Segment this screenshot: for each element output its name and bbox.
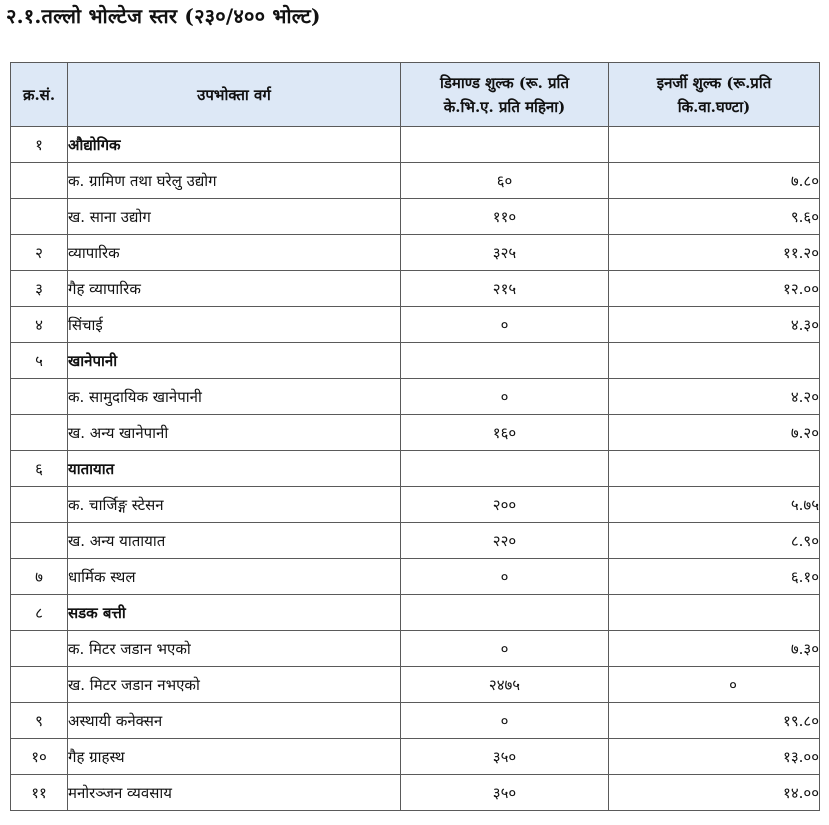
cell-sn: [11, 631, 68, 667]
cell-sn: [11, 667, 68, 703]
cell-category: सिंचाई: [68, 307, 401, 343]
cell-sn: ४: [11, 307, 68, 343]
cell-sn: [11, 487, 68, 523]
cell-category: औद्योगिक: [68, 127, 401, 163]
page-title: २.१.तल्लो भोल्टेज स्तर (२३०/४०० भोल्ट): [6, 4, 321, 28]
cell-sn: [11, 163, 68, 199]
cell-energy-charge: ४.३०: [609, 307, 820, 343]
cell-demand-charge: ३२५: [401, 235, 609, 271]
cell-energy-charge: ४.२०: [609, 379, 820, 415]
cell-sn: ३: [11, 271, 68, 307]
cell-category: क. चार्जिङ्ग स्टेसन: [68, 487, 401, 523]
cell-demand-charge: ०: [401, 703, 609, 739]
cell-category: ख. अन्य खानेपानी: [68, 415, 401, 451]
cell-category: क. सामुदायिक खानेपानी: [68, 379, 401, 415]
table-row: [11, 523, 820, 559]
table-row: [11, 559, 820, 595]
cell-energy-charge: ११.२०: [609, 235, 820, 271]
cell-sn: १०: [11, 739, 68, 775]
cell-demand-charge: १६०: [401, 415, 609, 451]
cell-energy-charge: [609, 127, 820, 163]
table-row: [11, 415, 820, 451]
cell-category: ख. साना उद्योग: [68, 199, 401, 235]
cell-demand-charge: ११०: [401, 199, 609, 235]
cell-category: गैह ग्राहस्थ: [68, 739, 401, 775]
cell-demand-charge: ०: [401, 631, 609, 667]
table-row: [11, 703, 820, 739]
cell-category: खानेपानी: [68, 343, 401, 379]
table-row: [11, 199, 820, 235]
cell-demand-charge: [401, 127, 609, 163]
cell-demand-charge: २१५: [401, 271, 609, 307]
header-energy-charge: [609, 63, 820, 127]
cell-sn: ७: [11, 559, 68, 595]
cell-energy-charge: [609, 595, 820, 631]
table-row: [11, 667, 820, 703]
header-sn: क्र.सं.: [11, 63, 68, 127]
table-row: [11, 307, 820, 343]
table-row: [11, 343, 820, 379]
cell-energy-charge: १३.००: [609, 739, 820, 775]
cell-demand-charge: २००: [401, 487, 609, 523]
cell-sn: ५: [11, 343, 68, 379]
cell-sn: [11, 523, 68, 559]
cell-energy-charge: ७.८०: [609, 163, 820, 199]
cell-category: मनोरञ्जन व्यवसाय: [68, 775, 401, 811]
table-row: [11, 595, 820, 631]
cell-sn: ८: [11, 595, 68, 631]
table-row: [11, 235, 820, 271]
cell-category: धार्मिक स्थल: [68, 559, 401, 595]
cell-sn: [11, 379, 68, 415]
header-energy-line2: कि.वा.घण्टा): [677, 97, 751, 116]
cell-category: गैह व्यापारिक: [68, 271, 401, 307]
header-demand-charge: [401, 63, 609, 127]
cell-sn: २: [11, 235, 68, 271]
table-row: [11, 379, 820, 415]
cell-demand-charge: ०: [401, 559, 609, 595]
cell-energy-charge: [609, 343, 820, 379]
cell-sn: १: [11, 127, 68, 163]
cell-energy-charge: ०: [609, 667, 820, 703]
cell-energy-charge: १९.८०: [609, 703, 820, 739]
cell-demand-charge: ६०: [401, 163, 609, 199]
cell-sn: ११: [11, 775, 68, 811]
table-row: [11, 127, 820, 163]
cell-energy-charge: [609, 451, 820, 487]
table-row: [11, 739, 820, 775]
cell-category: क. ग्रामिण तथा घरेलु उद्योग: [68, 163, 401, 199]
cell-demand-charge: ०: [401, 307, 609, 343]
cell-sn: [11, 199, 68, 235]
header-category: उपभोक्ता वर्ग: [68, 63, 401, 127]
cell-sn: [11, 415, 68, 451]
cell-demand-charge: ३५०: [401, 739, 609, 775]
header-energy-line1: इनर्जी शुल्क (रू.प्रति: [656, 73, 772, 92]
cell-energy-charge: १२.००: [609, 271, 820, 307]
cell-demand-charge: ०: [401, 379, 609, 415]
cell-energy-charge: ९.६०: [609, 199, 820, 235]
table-row: [11, 163, 820, 199]
cell-category: ख. मिटर जडान नभएको: [68, 667, 401, 703]
cell-energy-charge: १४.००: [609, 775, 820, 811]
table-row: [11, 775, 820, 811]
cell-category: अस्थायी कनेक्सन: [68, 703, 401, 739]
cell-energy-charge: ६.१०: [609, 559, 820, 595]
table-row: [11, 487, 820, 523]
cell-demand-charge: २४७५: [401, 667, 609, 703]
cell-energy-charge: ५.७५: [609, 487, 820, 523]
header-demand-line1: डिमाण्ड शुल्क (रू. प्रति: [439, 73, 569, 92]
cell-category: व्यापारिक: [68, 235, 401, 271]
cell-category: ख. अन्य यातायात: [68, 523, 401, 559]
cell-energy-charge: ८.९०: [609, 523, 820, 559]
cell-demand-charge: [401, 451, 609, 487]
cell-demand-charge: ३५०: [401, 775, 609, 811]
cell-energy-charge: ७.२०: [609, 415, 820, 451]
cell-energy-charge: ७.३०: [609, 631, 820, 667]
header-row: [11, 63, 820, 127]
tariff-table: [10, 62, 820, 811]
cell-sn: ९: [11, 703, 68, 739]
cell-demand-charge: [401, 343, 609, 379]
table-row: [11, 451, 820, 487]
header-demand-line2: के.भि.ए. प्रति महिना): [443, 97, 566, 116]
cell-category: सडक बत्ती: [68, 595, 401, 631]
cell-category: यातायात: [68, 451, 401, 487]
cell-demand-charge: [401, 595, 609, 631]
cell-demand-charge: २२०: [401, 523, 609, 559]
table-row: [11, 631, 820, 667]
cell-category: क. मिटर जडान भएको: [68, 631, 401, 667]
table-row: [11, 271, 820, 307]
table-body: [11, 127, 820, 811]
cell-sn: ६: [11, 451, 68, 487]
